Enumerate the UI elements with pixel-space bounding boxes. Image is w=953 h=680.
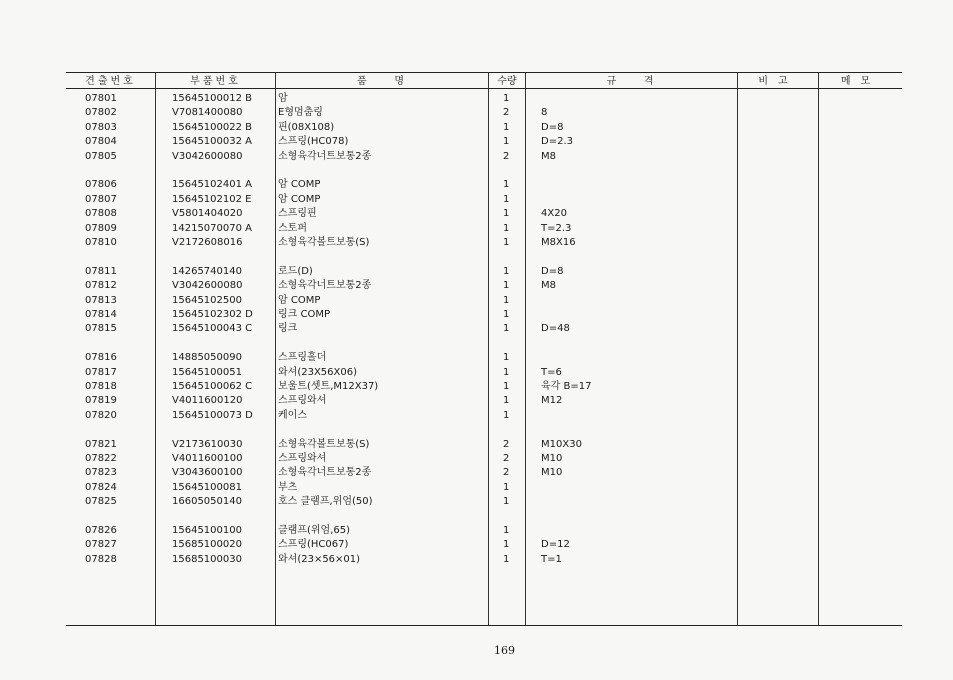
specification: T=6 [541, 366, 562, 378]
part-number: 15645102401 A [172, 179, 253, 191]
item-no: 07802 [85, 107, 117, 119]
part-name: 소형육각너트보통2종 [278, 280, 372, 292]
part-number: V7081400080 [172, 107, 243, 119]
table-row [0, 207, 953, 221]
part-name: 암 [278, 93, 288, 104]
quantity: 1 [503, 237, 510, 248]
quantity: 1 [503, 323, 510, 335]
part-number: 15645100100 [172, 525, 242, 536]
part-name: 스프링와셔 [278, 453, 327, 464]
part-name: 스프링(HC067) [278, 539, 349, 551]
table-row [0, 279, 953, 293]
page-number: 169 [494, 644, 515, 657]
specification: 육각 B=17 [541, 381, 592, 392]
part-name: 스프링홀더 [278, 352, 327, 364]
quantity: 2 [503, 150, 510, 162]
part-number: 15685100030 [172, 553, 242, 565]
table-row [0, 409, 953, 423]
item-no: 07810 [85, 237, 117, 248]
quantity: 1 [503, 539, 510, 551]
part-number: V3043600100 [172, 467, 243, 479]
quantity: 1 [503, 294, 510, 306]
specification: T=2.3 [541, 222, 572, 234]
quantity: 2 [503, 453, 510, 464]
quantity: 1 [503, 496, 510, 508]
item-no: 07827 [85, 539, 117, 551]
table-row [0, 178, 953, 192]
part-number: V3042600080 [172, 280, 243, 292]
part-number: 15645100032 A [172, 136, 253, 148]
item-no: 07822 [85, 453, 117, 464]
header-spec: 규 격 [606, 76, 657, 87]
part-number: 14215070070 A [172, 222, 253, 234]
table-top-border [66, 72, 902, 73]
part-number: 14265740140 [172, 265, 242, 277]
quantity: 1 [503, 208, 510, 220]
table-row [0, 481, 953, 495]
part-name: 소형육각너트보통2종 [278, 150, 372, 162]
item-no: 07814 [85, 309, 117, 320]
specification: M12 [541, 395, 563, 407]
item-no: 07809 [85, 222, 117, 234]
part-name: 암 COMP [278, 179, 321, 191]
part-name: 링크 COMP [278, 309, 331, 320]
quantity: 2 [503, 467, 510, 479]
table-row [0, 495, 953, 509]
table-row [0, 351, 953, 365]
part-number: 15645100081 [172, 481, 242, 493]
item-no: 07803 [85, 121, 117, 133]
part-name: 로드(D) [278, 265, 313, 277]
table-row [0, 452, 953, 466]
part-name: 와셔(23×56×01) [278, 553, 361, 565]
specification: 4X20 [541, 208, 567, 220]
part-number: 15645102500 [172, 294, 242, 306]
header-item-no: 견출번호 [85, 76, 136, 87]
part-number: V2173610030 [172, 438, 243, 450]
specification: D=2.3 [541, 136, 573, 148]
table-row [0, 193, 953, 207]
part-number: 15685100020 [172, 539, 242, 551]
part-number: 15645102102 E [172, 193, 252, 205]
item-no: 07816 [85, 352, 117, 364]
item-no: 07804 [85, 136, 117, 148]
part-number: V3042600080 [172, 150, 243, 162]
quantity: 1 [503, 222, 510, 234]
quantity: 1 [503, 179, 510, 191]
part-number: 15645100012 B [172, 93, 253, 104]
quantity: 1 [503, 309, 510, 320]
part-number: 15645100043 C [172, 323, 253, 335]
table-row [0, 150, 953, 164]
item-no: 07815 [85, 323, 117, 335]
table-row [0, 236, 953, 250]
part-name: 소형육각볼트보통(S) [278, 237, 370, 248]
part-name: 스프링와셔 [278, 395, 327, 407]
table-row [0, 106, 953, 120]
part-name: 부츠 [278, 481, 298, 493]
table-row [0, 466, 953, 480]
part-name: 소형육각너트보통2종 [278, 467, 372, 479]
table-row [0, 222, 953, 236]
header-memo: 메모 [840, 76, 881, 87]
table-row [0, 438, 953, 452]
item-no: 07805 [85, 150, 117, 162]
part-number: 15645100051 [172, 366, 242, 378]
item-no: 07828 [85, 553, 117, 565]
table-bottom-border [66, 625, 902, 626]
part-number: V2172608016 [172, 237, 243, 248]
part-name: 암 COMP [278, 294, 321, 306]
part-name: 링크 [278, 323, 298, 335]
quantity: 1 [503, 553, 510, 565]
specification: M8X16 [541, 237, 576, 248]
item-no: 07806 [85, 179, 117, 191]
part-name: 와셔(23X56X06) [278, 366, 357, 378]
header-bottom-border [66, 88, 902, 89]
part-number: 14885050090 [172, 352, 242, 364]
quantity: 1 [503, 136, 510, 148]
table-row [0, 308, 953, 322]
specification: 8 [541, 107, 548, 119]
table-row [0, 92, 953, 106]
table-row [0, 135, 953, 149]
quantity: 1 [503, 481, 510, 493]
header-quantity: 수량 [497, 76, 517, 87]
quantity: 1 [503, 193, 510, 205]
quantity: 1 [503, 280, 510, 292]
part-number: V4011600100 [172, 453, 243, 464]
item-no: 07811 [85, 265, 117, 277]
part-name: 암 COMP [278, 193, 321, 205]
table-row [0, 322, 953, 336]
quantity: 1 [503, 265, 510, 277]
part-name: 소형육각볼트보통(S) [278, 438, 370, 450]
table-row [0, 294, 953, 308]
specification: D=12 [541, 539, 570, 551]
specification: M10 [541, 453, 563, 464]
part-number: 15645100073 D [172, 409, 253, 421]
quantity: 1 [503, 352, 510, 364]
item-no: 07824 [85, 481, 117, 493]
quantity: 1 [503, 121, 510, 133]
part-name: 클램프(위엄,65) [278, 525, 351, 536]
quantity: 1 [503, 395, 510, 407]
item-no: 07818 [85, 381, 117, 392]
item-no: 07817 [85, 366, 117, 378]
specification: D=8 [541, 265, 564, 277]
table-row [0, 366, 953, 380]
specification: D=48 [541, 323, 570, 335]
item-no: 07820 [85, 409, 117, 421]
table-row [0, 265, 953, 279]
part-number: 15645100062 C [172, 381, 253, 392]
part-number: V4011600120 [172, 395, 243, 407]
specification: M10 [541, 467, 563, 479]
part-name: 스토퍼 [278, 222, 307, 234]
item-no: 07823 [85, 467, 117, 479]
specification: M10X30 [541, 438, 582, 450]
header-remark: 비고 [758, 76, 798, 87]
item-no: 07808 [85, 208, 117, 220]
item-no: 07801 [85, 93, 117, 104]
table-row [0, 553, 953, 567]
part-name: E형멈춤링 [278, 107, 323, 119]
specification: M8 [541, 150, 556, 162]
header-part-no: 부품번호 [190, 76, 241, 87]
specification: M8 [541, 280, 556, 292]
quantity: 2 [503, 438, 510, 450]
item-no: 07819 [85, 395, 117, 407]
part-name: 보울트(셋트,M12X37) [278, 381, 379, 392]
part-name: 핀(08X108) [278, 121, 335, 133]
part-number: 15645100022 B [172, 121, 253, 133]
item-no: 07821 [85, 438, 117, 450]
item-no: 07825 [85, 496, 117, 508]
quantity: 1 [503, 93, 510, 104]
table-row [0, 538, 953, 552]
quantity: 1 [503, 525, 510, 536]
part-number: V5801404020 [172, 208, 243, 220]
table-row [0, 394, 953, 408]
header-part-name: 품 명 [356, 76, 408, 87]
item-no: 07826 [85, 525, 117, 536]
part-name: 스프링핀 [278, 208, 317, 220]
specification: D=8 [541, 121, 564, 133]
item-no: 07813 [85, 294, 117, 306]
part-number: 16605050140 [172, 496, 242, 508]
quantity: 1 [503, 381, 510, 392]
quantity: 2 [503, 107, 510, 119]
table-row [0, 380, 953, 394]
item-no: 07807 [85, 193, 117, 205]
part-number: 15645102302 D [172, 309, 253, 320]
part-name: 호스 클램프,위엄(50) [278, 496, 373, 508]
table-row [0, 121, 953, 135]
part-name: 스프링(HC078) [278, 136, 349, 148]
specification: T=1 [541, 553, 562, 565]
quantity: 1 [503, 409, 510, 421]
quantity: 1 [503, 366, 510, 378]
table-row [0, 524, 953, 538]
part-name: 케이스 [278, 409, 307, 421]
item-no: 07812 [85, 280, 117, 292]
